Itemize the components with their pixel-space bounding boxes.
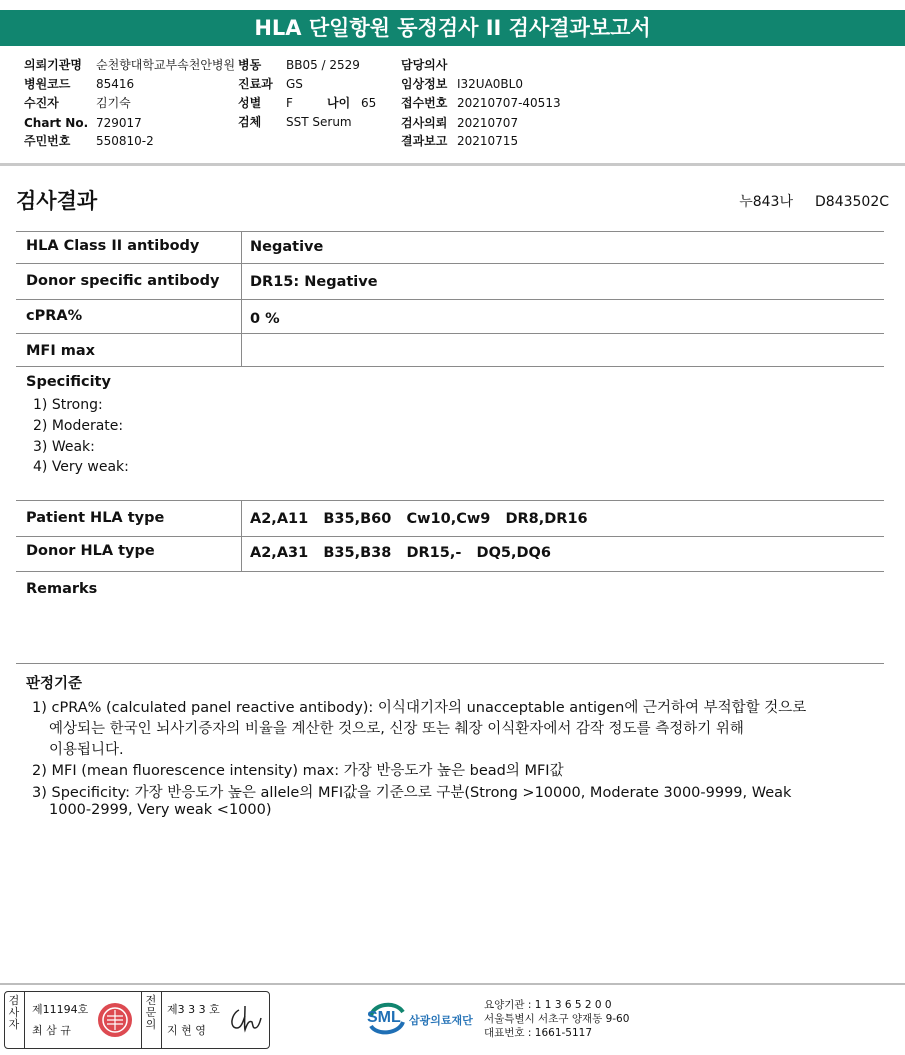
result-value: 0 % [250,311,280,327]
examiner-name: 최 삼 규 [32,1024,71,1037]
remarks-label: Remarks [26,581,98,597]
org-line: 서울특별시 서초구 양재동 9-60 [484,1013,630,1025]
info-row: 결과보고 20210715 [401,134,519,148]
criteria-line: 3) Specificity: 가장 반응도가 높은 allele의 MFI값을 기준으로 구분(Strong >10000, Moderate 3000-9999, Weak [32,785,792,801]
table-rule [16,231,884,232]
specificity-item: 2) Moderate: [33,418,124,434]
box-divider [141,992,142,1048]
specificity-title: Specificity [26,374,111,390]
report-title: HLA 단일항원 동정검사 II 검사결과보고서 [0,10,905,46]
seal-icon [95,1000,135,1040]
result-code-2: D843502C [815,194,889,210]
result-value: DR15: Negative [250,274,378,290]
table-rule [16,299,884,300]
result-code-1: 누843나 [739,194,793,210]
section-divider [0,163,905,166]
patient-info [0,54,905,154]
criteria-line: 1) cPRA% (calculated panel reactive antibody): 이식대기자의 unacceptable antigen에 근거하여 부적합할 것으로 [32,700,807,716]
table-rule [16,663,884,664]
specialist-name: 지 현 영 [167,1024,206,1037]
info-row: 나이 65 [327,96,377,110]
sml-logo [365,998,495,1038]
result-label: MFI max [26,343,96,359]
criteria-title: 판정기준 [26,676,83,692]
box-divider [24,992,25,1048]
hla-label: Patient HLA type [26,510,165,526]
criteria-line: 1000-2999, Very weak <1000) [49,802,272,818]
table-col-rule [241,231,242,366]
hla-value: A2,A31 B35,B38 DR15,- DQ5,DQ6 [250,545,551,561]
org-line: 대표번호 : 1661-5117 [484,1027,593,1039]
hla-value: A2,A11 B35,B60 Cw10,Cw9 DR8,DR16 [250,511,588,527]
info-row: 검체 SST Serum [238,115,352,129]
footer-divider [0,983,905,985]
signature-icon [227,1002,265,1036]
results-heading: 검사결과 [16,189,98,213]
result-label: Donor specific antibody [26,273,220,289]
table-rule [16,366,884,367]
info-row: 성별 F [238,96,293,110]
specificity-item: 1) Strong: [33,397,103,413]
logo-text: SML [367,1009,401,1026]
box-divider [161,992,162,1048]
signature-box [4,991,270,1049]
info-row: 병원코드 85416 [24,77,135,91]
specificity-item: 3) Weak: [33,439,95,455]
org-info [484,998,629,1040]
table-rule [16,333,884,334]
specialist-license: 제3 3 3 호 [167,1003,220,1016]
criteria-line: 예상되는 한국인 뇌사기증자의 비율을 계산한 것으로, 신장 또는 췌장 이식환자에서 감작 정도를 측정하기 위해 [49,721,744,737]
info-row: 주민번호 550810-2 [24,134,154,148]
result-value: Negative [250,239,324,255]
info-row: 접수번호 20210707-40513 [401,96,561,110]
criteria-line: 이용됩니다. [49,742,124,758]
result-label: HLA Class II antibody [26,238,200,254]
org-line: 요양기관 : 1 1 3 6 5 2 0 0 [484,999,612,1011]
info-row: 담당의사 [401,58,448,72]
info-row: 진료과 GS [238,77,303,91]
info-row: 수진자 김기숙 [24,96,131,110]
specialist-label: 전문의 [145,994,157,1031]
specificity-item: 4) Very weak: [33,459,129,475]
criteria-line: 2) MFI (mean fluorescence intensity) max: 가장 반응도가 높은 bead의 MFI값 [32,763,564,779]
hla-label: Donor HLA type [26,543,155,559]
table-rule [16,500,884,501]
info-row: Chart No. 729017 [24,116,142,130]
info-row: 의뢰기관명 순천향대학교부속천안병원 [24,58,236,72]
table-col-rule [241,500,242,571]
info-row: 검사의뢰 20210707 [401,116,519,130]
table-rule [16,263,884,264]
table-rule [16,536,884,537]
table-rule [16,571,884,572]
results-codes [717,191,889,211]
result-label: cPRA% [26,308,83,324]
logo-org: 삼광의료재단 [409,1014,473,1027]
info-row: 임상정보 I32UA0BL0 [401,77,523,91]
examiner-license: 제11194호 [32,1003,89,1016]
info-row: 병동 BB05 / 2529 [238,58,360,72]
examiner-label: 검사자 [8,994,20,1031]
